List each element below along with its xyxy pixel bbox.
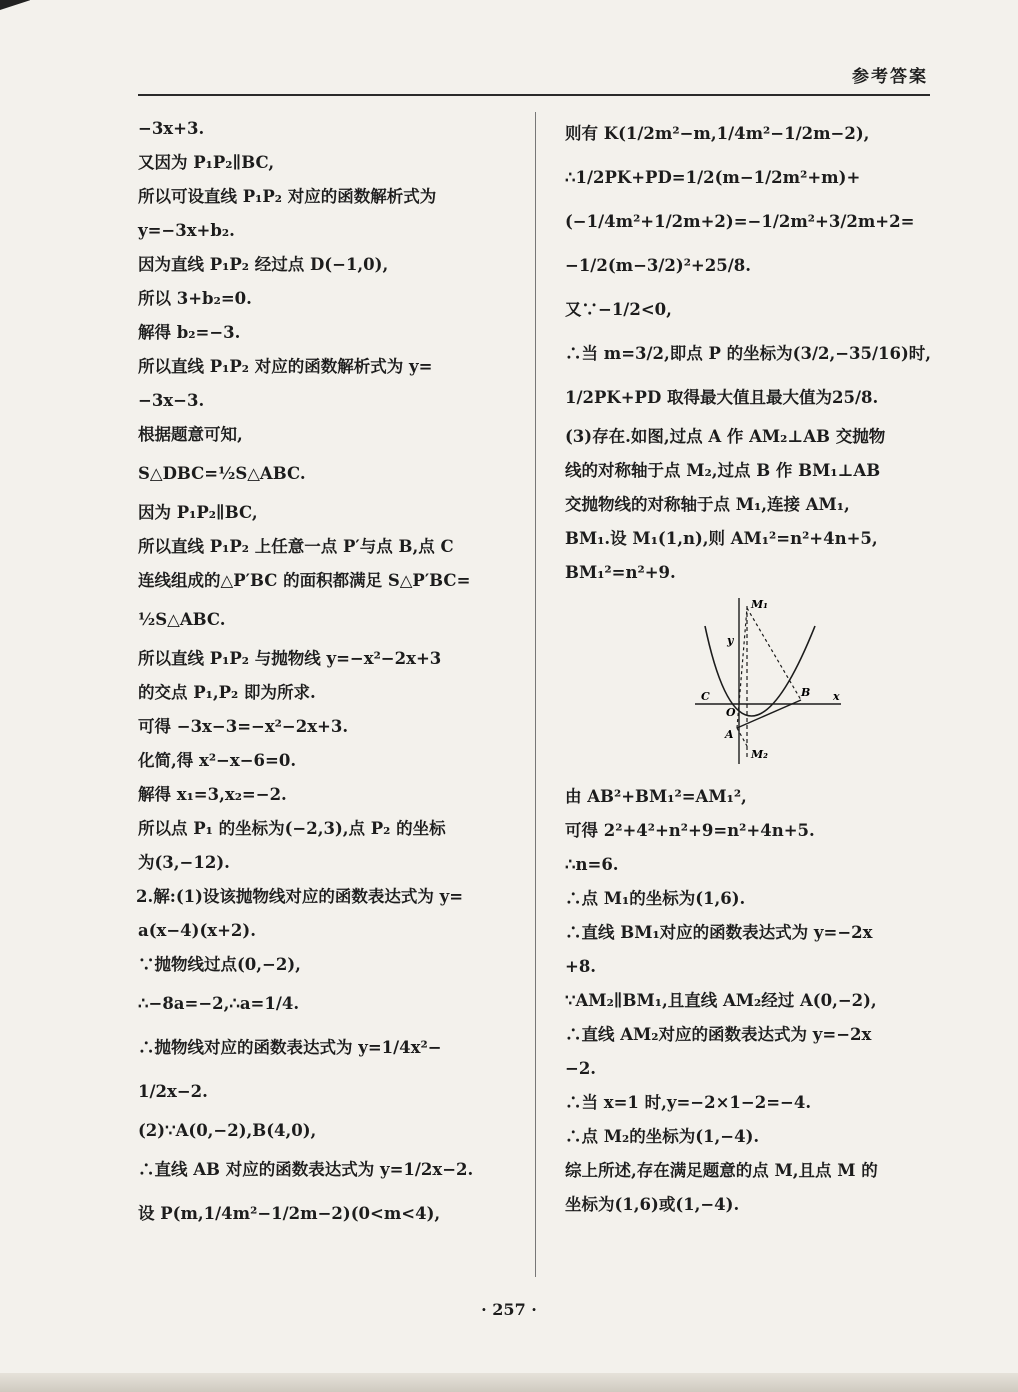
segment-bm1 bbox=[747, 608, 801, 700]
text-line: 因为直线 P₁P₂ 经过点 D(−1,0), bbox=[138, 255, 389, 274]
right-column bbox=[565, 112, 937, 1222]
text-line: BM₁²=n²+9. bbox=[565, 563, 676, 582]
text-line: ∴直线 AM₂对应的函数表达式为 y=−2x bbox=[565, 1025, 872, 1044]
text-line: 由 AB²+BM₁²=AM₁², bbox=[565, 787, 747, 806]
text-line: ∴当 x=1 时,y=−2×1−2=−4. bbox=[565, 1093, 812, 1112]
formula-line: S△DBC=½S△ABC. bbox=[138, 464, 306, 483]
text-line: 连线组成的△P′BC 的面积都满足 S△P′BC= bbox=[138, 571, 471, 590]
running-head: 参考答案 bbox=[852, 67, 928, 87]
formula-line: ∴−8a=−2,∴a=1/4. bbox=[138, 994, 300, 1013]
text-line: 坐标为(1,6)或(1,−4). bbox=[565, 1195, 740, 1214]
text-line: 的交点 P₁,P₂ 即为所求. bbox=[138, 683, 316, 702]
text-line: BM₁.设 M₁(1,n),则 AM₁²=n²+4n+5, bbox=[565, 529, 878, 548]
text-line: −3x−3. bbox=[138, 391, 205, 410]
formula-line: 又∵−1/2<0, bbox=[565, 300, 672, 319]
text-line: 所以可设直线 P₁P₂ 对应的函数解析式为 bbox=[138, 187, 437, 206]
formula-line: ∴抛物线对应的函数表达式为 y=1/4x²− bbox=[138, 1038, 442, 1057]
text-line: 解得 x₁=3,x₂=−2. bbox=[138, 785, 287, 804]
text-line: 线的对称轴于点 M₂,过点 B 作 BM₁⊥AB bbox=[565, 461, 881, 480]
formula-line: ∴直线 AB 对应的函数表达式为 y=1/2x−2. bbox=[138, 1160, 474, 1179]
text-line: ∴直线 BM₁对应的函数表达式为 y=−2x bbox=[565, 923, 873, 942]
text-line: 又因为 P₁P₂∥BC, bbox=[138, 153, 275, 172]
text-line: 交抛物线的对称轴于点 M₁,连接 AM₁, bbox=[565, 495, 850, 514]
left-column bbox=[138, 112, 523, 1236]
text-line: ∴n=6. bbox=[565, 855, 619, 874]
parabola-figure bbox=[565, 590, 937, 780]
label-o: O bbox=[726, 706, 736, 719]
label-b: B bbox=[801, 686, 811, 699]
text-line: 解得 b₂=−3. bbox=[138, 323, 241, 342]
formula-line: 设 P(m,1/4m²−1/2m−2)(0<m<4), bbox=[138, 1204, 441, 1223]
text-line: 为(3,−12). bbox=[138, 853, 230, 872]
formula-line: ∴当 m=3/2,即点 P 的坐标为(3/2,−35/16)时, bbox=[565, 344, 932, 363]
formula-line: −1/2(m−3/2)²+25/8. bbox=[565, 256, 751, 275]
text-line: 可得 −3x−3=−x²−2x+3. bbox=[138, 717, 349, 736]
label-c: C bbox=[701, 690, 710, 703]
text-line: 化简,得 x²−x−6=0. bbox=[138, 751, 297, 770]
text-line: ∴点 M₂的坐标为(1,−4). bbox=[565, 1127, 760, 1146]
formula-line: 则有 K(1/2m²−m,1/4m²−1/2m−2), bbox=[565, 124, 870, 143]
text-line: −3x+3. bbox=[138, 119, 205, 138]
text-line: ∵AM₂∥BM₁,且直线 AM₂经过 A(0,−2), bbox=[565, 991, 877, 1010]
text-line: 所以点 P₁ 的坐标为(−2,3),点 P₂ 的坐标 bbox=[138, 819, 446, 838]
scan-bottom-edge bbox=[0, 1373, 1018, 1392]
header-rule bbox=[138, 94, 930, 96]
label-x: x bbox=[833, 690, 840, 703]
text-line: 所以 3+b₂=0. bbox=[138, 289, 252, 308]
text-line: ∴点 M₁的坐标为(1,6). bbox=[565, 889, 746, 908]
label-y: y bbox=[727, 634, 734, 647]
page-number: · 257 · bbox=[481, 1300, 537, 1319]
text-line: y=−3x+b₂. bbox=[138, 221, 235, 240]
question-start-line: 2.解:(1)设该抛物线对应的函数表达式为 y= bbox=[136, 887, 464, 906]
parabola-diagram bbox=[693, 596, 843, 776]
text-line: a(x−4)(x+2). bbox=[138, 921, 256, 940]
text-line: 可得 2²+4²+n²+9=n²+4n+5. bbox=[565, 821, 815, 840]
text-line: 所以直线 P₁P₂ 与抛物线 y=−x²−2x+3 bbox=[138, 649, 442, 668]
formula-line: 1/2PK+PD 取得最大值且最大值为25/8. bbox=[565, 388, 879, 407]
text-line: +8. bbox=[565, 957, 597, 976]
text-line: (3)存在.如图,过点 A 作 AM₂⊥AB 交抛物 bbox=[565, 427, 886, 446]
text-line: 因为 P₁P₂∥BC, bbox=[138, 503, 258, 522]
parabola-curve bbox=[705, 626, 815, 716]
text-line: ∵抛物线过点(0,−2), bbox=[138, 955, 301, 974]
scan-corner-mark bbox=[0, 0, 30, 10]
formula-line: ∴1/2PK+PD=1/2(m−1/2m²+m)+ bbox=[565, 168, 861, 187]
text-line: 所以直线 P₁P₂ 上任意一点 P′与点 B,点 C bbox=[138, 537, 454, 556]
formula-line: (−1/4m²+1/2m+2)=−1/2m²+3/2m+2= bbox=[565, 212, 915, 231]
label-m1: M₁ bbox=[751, 598, 768, 611]
formula-line: 1/2x−2. bbox=[138, 1082, 208, 1101]
label-a: A bbox=[725, 728, 734, 741]
formula-line: ½S△ABC. bbox=[138, 610, 226, 629]
text-line: 所以直线 P₁P₂ 对应的函数解析式为 y= bbox=[138, 357, 433, 376]
text-line: 综上所述,存在满足题意的点 M,且点 M 的 bbox=[565, 1161, 878, 1180]
column-divider bbox=[535, 112, 536, 1277]
text-line: (2)∵A(0,−2),B(4,0), bbox=[138, 1121, 317, 1140]
label-m2: M₂ bbox=[751, 748, 768, 761]
text-line: 根据题意可知, bbox=[138, 425, 243, 444]
text-line: −2. bbox=[565, 1059, 597, 1078]
